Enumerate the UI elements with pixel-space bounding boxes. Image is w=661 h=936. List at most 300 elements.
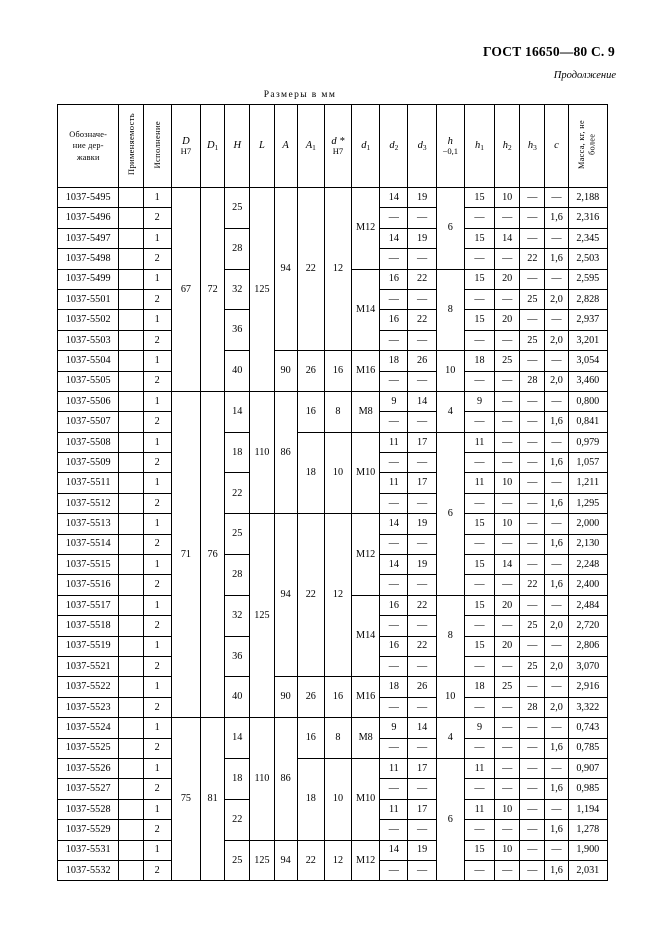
- cell-d3: 26: [408, 351, 436, 371]
- cell-h3: —: [520, 208, 545, 228]
- cell-desig: 1037-5519: [58, 636, 119, 656]
- cell-mass: 2,000: [568, 514, 607, 534]
- table-row: [58, 677, 608, 697]
- cell-h3: 28: [520, 697, 545, 717]
- cell-execution: 1: [143, 677, 171, 697]
- cell-h3: 25: [520, 616, 545, 636]
- cell-d3: 22: [408, 269, 436, 289]
- cell-h: 10: [436, 677, 464, 718]
- cell-h2: —: [495, 718, 520, 738]
- cell-h1: —: [464, 289, 494, 309]
- cell-h2: —: [495, 860, 520, 880]
- cell-h2: —: [495, 330, 520, 350]
- cell-applicability: [119, 779, 143, 799]
- cell-d3: —: [408, 208, 436, 228]
- cell-H: 28: [225, 228, 250, 269]
- cell-c: 2,0: [545, 330, 568, 350]
- cell-applicability: [119, 432, 143, 452]
- cell-h3: —: [520, 188, 545, 208]
- cell-desig: 1037-5528: [58, 799, 119, 819]
- cell-d2: 9: [380, 718, 408, 738]
- cell-mass: 2,248: [568, 555, 607, 575]
- cell-h3: —: [520, 595, 545, 615]
- cell-d2: 14: [380, 555, 408, 575]
- cell-h3: —: [520, 391, 545, 411]
- cell-c: 1,6: [545, 534, 568, 554]
- cell-desig: 1037-5526: [58, 758, 119, 778]
- cell-execution: 1: [143, 718, 171, 738]
- cell-execution: 2: [143, 534, 171, 554]
- cell-A: 94: [274, 514, 297, 677]
- cell-h3: —: [520, 351, 545, 371]
- cell-execution: 1: [143, 758, 171, 778]
- cell-h3: —: [520, 738, 545, 758]
- cell-h3: —: [520, 840, 545, 860]
- cell-applicability: [119, 636, 143, 656]
- cell-execution: 1: [143, 636, 171, 656]
- cell-d3: —: [408, 289, 436, 309]
- cell-execution: 1: [143, 351, 171, 371]
- cell-d3: 19: [408, 840, 436, 860]
- th-L: L: [250, 105, 274, 188]
- cell-h2: —: [495, 249, 520, 269]
- cell-d2: —: [380, 860, 408, 880]
- cell-h1: —: [464, 860, 494, 880]
- cell-d3: —: [408, 534, 436, 554]
- cell-c: —: [545, 595, 568, 615]
- cell-mass: 2,031: [568, 860, 607, 880]
- cell-d_star: 8: [324, 718, 351, 759]
- specification-table: [57, 104, 608, 881]
- cell-c: —: [545, 188, 568, 208]
- cell-d1: M10: [352, 758, 380, 840]
- cell-L: 110: [250, 391, 274, 513]
- cell-c: —: [545, 228, 568, 248]
- cell-L: 125: [250, 840, 274, 881]
- cell-c: —: [545, 269, 568, 289]
- cell-applicability: [119, 575, 143, 595]
- cell-h1: 18: [464, 677, 494, 697]
- cell-h1: —: [464, 453, 494, 473]
- cell-execution: 2: [143, 493, 171, 513]
- cell-execution: 1: [143, 228, 171, 248]
- cell-desig: 1037-5522: [58, 677, 119, 697]
- cell-desig: 1037-5525: [58, 738, 119, 758]
- page-title: ГОСТ 16650—80 С. 9: [482, 44, 615, 59]
- cell-h1: —: [464, 779, 494, 799]
- cell-h1: 11: [464, 799, 494, 819]
- cell-d2: 16: [380, 595, 408, 615]
- cell-c: 1,6: [545, 860, 568, 880]
- cell-d2: —: [380, 575, 408, 595]
- cell-d3: —: [408, 820, 436, 840]
- cell-applicability: [119, 860, 143, 880]
- cell-execution: 1: [143, 840, 171, 860]
- cell-desig: 1037-5517: [58, 595, 119, 615]
- cell-execution: 2: [143, 289, 171, 309]
- cell-applicability: [119, 493, 143, 513]
- cell-H: 25: [225, 514, 250, 555]
- cell-h: 8: [436, 595, 464, 677]
- cell-mass: 2,130: [568, 534, 607, 554]
- table-body: [58, 188, 608, 881]
- cell-H: 32: [225, 269, 250, 310]
- cell-mass: 2,503: [568, 249, 607, 269]
- cell-desig: 1037-5495: [58, 188, 119, 208]
- cell-c: —: [545, 351, 568, 371]
- cell-A: 94: [274, 188, 297, 351]
- cell-L: 110: [250, 718, 274, 840]
- cell-D1: 72: [201, 188, 225, 392]
- cell-h1: —: [464, 493, 494, 513]
- cell-d2: 18: [380, 677, 408, 697]
- cell-desig: 1037-5523: [58, 697, 119, 717]
- cell-A1: 18: [297, 758, 324, 840]
- cell-desig: 1037-5497: [58, 228, 119, 248]
- cell-h3: —: [520, 799, 545, 819]
- cell-mass: 2,316: [568, 208, 607, 228]
- cell-d1: M10: [352, 432, 380, 514]
- cell-D1: 81: [201, 718, 225, 881]
- cell-h1: —: [464, 330, 494, 350]
- cell-mass: 0,985: [568, 779, 607, 799]
- cell-h1: —: [464, 656, 494, 676]
- cell-h: 6: [436, 432, 464, 595]
- cell-c: 1,6: [545, 249, 568, 269]
- cell-c: 1,6: [545, 453, 568, 473]
- cell-H: 40: [225, 677, 250, 718]
- cell-h2: —: [495, 575, 520, 595]
- cell-d3: 22: [408, 636, 436, 656]
- cell-D: 71: [171, 391, 200, 717]
- cell-h: 6: [436, 758, 464, 880]
- cell-A1: 26: [297, 677, 324, 718]
- cell-applicability: [119, 269, 143, 289]
- cell-h: 4: [436, 718, 464, 759]
- cell-c: 1,6: [545, 208, 568, 228]
- cell-execution: 2: [143, 697, 171, 717]
- th-mass: Масса, кг, не более: [568, 105, 607, 188]
- cell-applicability: [119, 555, 143, 575]
- cell-execution: 1: [143, 391, 171, 411]
- cell-h3: 25: [520, 289, 545, 309]
- cell-d2: —: [380, 453, 408, 473]
- cell-execution: 2: [143, 453, 171, 473]
- cell-h1: —: [464, 697, 494, 717]
- cell-d3: —: [408, 493, 436, 513]
- th-applicability: Применяемость: [119, 105, 143, 188]
- cell-mass: 0,800: [568, 391, 607, 411]
- cell-h2: 25: [495, 677, 520, 697]
- cell-h3: —: [520, 228, 545, 248]
- th-D: D H7: [171, 105, 200, 188]
- cell-h1: 9: [464, 391, 494, 411]
- cell-h2: 10: [495, 188, 520, 208]
- cell-h3: —: [520, 860, 545, 880]
- cell-d3: 19: [408, 188, 436, 208]
- cell-h3: —: [520, 779, 545, 799]
- cell-c: —: [545, 636, 568, 656]
- cell-d_star: 12: [324, 514, 351, 677]
- cell-D1: 76: [201, 391, 225, 717]
- cell-desig: 1037-5521: [58, 656, 119, 676]
- th-d3: $d_3$: [408, 105, 436, 188]
- cell-h3: 25: [520, 330, 545, 350]
- cell-h2: 20: [495, 595, 520, 615]
- table-row: [58, 432, 608, 452]
- cell-desig: 1037-5514: [58, 534, 119, 554]
- cell-c: 1,6: [545, 779, 568, 799]
- cell-h3: —: [520, 473, 545, 493]
- th-A1: $A_1$: [297, 105, 324, 188]
- cell-d2: —: [380, 371, 408, 391]
- cell-d1: M16: [352, 351, 380, 392]
- cell-d2: —: [380, 208, 408, 228]
- cell-applicability: [119, 310, 143, 330]
- cell-execution: 2: [143, 860, 171, 880]
- cell-h3: 22: [520, 575, 545, 595]
- cell-h3: —: [520, 534, 545, 554]
- cell-h3: —: [520, 820, 545, 840]
- cell-c: 1,6: [545, 575, 568, 595]
- cell-mass: 2,400: [568, 575, 607, 595]
- cell-d2: 11: [380, 432, 408, 452]
- cell-d_star: 16: [324, 351, 351, 392]
- cell-mass: 2,484: [568, 595, 607, 615]
- cell-c: —: [545, 432, 568, 452]
- cell-desig: 1037-5504: [58, 351, 119, 371]
- cell-desig: 1037-5532: [58, 860, 119, 880]
- cell-H: 36: [225, 310, 250, 351]
- cell-execution: 2: [143, 208, 171, 228]
- cell-h2: —: [495, 493, 520, 513]
- cell-execution: 2: [143, 616, 171, 636]
- cell-mass: 2,345: [568, 228, 607, 248]
- cell-d2: 14: [380, 188, 408, 208]
- cell-A1: 18: [297, 432, 324, 514]
- cell-h2: 14: [495, 555, 520, 575]
- cell-d1: M8: [352, 391, 380, 432]
- cell-c: 2,0: [545, 656, 568, 676]
- cell-d2: —: [380, 493, 408, 513]
- th-D1: $D_1$: [201, 105, 225, 188]
- th-A: A: [274, 105, 297, 188]
- cell-execution: 1: [143, 555, 171, 575]
- cell-d1: M12: [352, 514, 380, 596]
- cell-c: 2,0: [545, 697, 568, 717]
- cell-c: —: [545, 677, 568, 697]
- cell-desig: 1037-5511: [58, 473, 119, 493]
- cell-h2: —: [495, 371, 520, 391]
- cell-desig: 1037-5496: [58, 208, 119, 228]
- cell-mass: 0,907: [568, 758, 607, 778]
- cell-A: 86: [274, 718, 297, 840]
- cell-applicability: [119, 391, 143, 411]
- cell-execution: 1: [143, 595, 171, 615]
- cell-h1: —: [464, 575, 494, 595]
- cell-h1: —: [464, 820, 494, 840]
- cell-d2: 11: [380, 799, 408, 819]
- cell-d1: M12: [352, 840, 380, 881]
- cell-d3: —: [408, 779, 436, 799]
- cell-applicability: [119, 697, 143, 717]
- cell-execution: 2: [143, 820, 171, 840]
- cell-desig: 1037-5529: [58, 820, 119, 840]
- th-h2: $h_2$: [495, 105, 520, 188]
- cell-d3: 19: [408, 228, 436, 248]
- cell-mass: 2,937: [568, 310, 607, 330]
- cell-H: 25: [225, 840, 250, 881]
- cell-mass: 0,785: [568, 738, 607, 758]
- cell-d2: 11: [380, 758, 408, 778]
- cell-c: —: [545, 840, 568, 860]
- cell-applicability: [119, 351, 143, 371]
- cell-A1: 22: [297, 840, 324, 881]
- cell-A: 94: [274, 840, 297, 881]
- cell-applicability: [119, 840, 143, 860]
- cell-mass: 1,211: [568, 473, 607, 493]
- cell-d3: —: [408, 738, 436, 758]
- cell-d2: —: [380, 738, 408, 758]
- cell-H: 14: [225, 718, 250, 759]
- cell-h1: —: [464, 249, 494, 269]
- th-d-star: d * H7: [324, 105, 351, 188]
- cell-L: 125: [250, 188, 274, 392]
- cell-h2: 10: [495, 473, 520, 493]
- cell-execution: 1: [143, 188, 171, 208]
- cell-c: 2,0: [545, 371, 568, 391]
- cell-h2: 10: [495, 840, 520, 860]
- cell-h2: 14: [495, 228, 520, 248]
- cell-mass: 1,295: [568, 493, 607, 513]
- cell-h2: —: [495, 758, 520, 778]
- cell-A1: 22: [297, 188, 324, 351]
- th-execution: Исполнение: [143, 105, 171, 188]
- cell-A1: 16: [297, 718, 324, 759]
- table-row: [58, 718, 608, 738]
- cell-H: 25: [225, 188, 250, 229]
- cell-c: —: [545, 555, 568, 575]
- cell-d2: 14: [380, 840, 408, 860]
- cell-desig: 1037-5509: [58, 453, 119, 473]
- cell-c: 2,0: [545, 616, 568, 636]
- cell-H: 18: [225, 432, 250, 473]
- cell-applicability: [119, 249, 143, 269]
- cell-d1: M8: [352, 718, 380, 759]
- cell-h2: 20: [495, 269, 520, 289]
- th-d1: $d_1$: [352, 105, 380, 188]
- cell-A: 90: [274, 351, 297, 392]
- cell-H: 22: [225, 799, 250, 840]
- cell-d3: —: [408, 453, 436, 473]
- cell-desig: 1037-5506: [58, 391, 119, 411]
- cell-execution: 1: [143, 432, 171, 452]
- table-row: [58, 351, 608, 371]
- cell-h2: 20: [495, 310, 520, 330]
- cell-c: —: [545, 758, 568, 778]
- cell-h1: —: [464, 412, 494, 432]
- cell-h2: —: [495, 391, 520, 411]
- cell-d3: 17: [408, 758, 436, 778]
- cell-h1: 15: [464, 228, 494, 248]
- cell-A: 90: [274, 677, 297, 718]
- cell-mass: 2,806: [568, 636, 607, 656]
- table-header: [58, 105, 608, 188]
- cell-d2: 18: [380, 351, 408, 371]
- cell-applicability: [119, 453, 143, 473]
- cell-c: —: [545, 473, 568, 493]
- cell-h2: 25: [495, 351, 520, 371]
- cell-h2: —: [495, 432, 520, 452]
- cell-execution: 1: [143, 799, 171, 819]
- cell-h2: —: [495, 697, 520, 717]
- cell-mass: 3,460: [568, 371, 607, 391]
- cell-h1: —: [464, 616, 494, 636]
- specification-table-wrapper: [57, 104, 608, 881]
- cell-applicability: [119, 514, 143, 534]
- th-h1: $h_1$: [464, 105, 494, 188]
- cell-d2: 9: [380, 391, 408, 411]
- cell-H: 22: [225, 473, 250, 514]
- cell-mass: 3,322: [568, 697, 607, 717]
- cell-applicability: [119, 330, 143, 350]
- cell-h2: 10: [495, 799, 520, 819]
- th-designation: Обозначе- ние дер- жавки: [58, 105, 119, 188]
- cell-d_star: 8: [324, 391, 351, 432]
- cell-h2: —: [495, 820, 520, 840]
- cell-d2: 11: [380, 473, 408, 493]
- cell-h3: 25: [520, 656, 545, 676]
- cell-mass: 1,194: [568, 799, 607, 819]
- th-h: h −0,1: [436, 105, 464, 188]
- cell-d2: 16: [380, 636, 408, 656]
- cell-execution: 1: [143, 269, 171, 289]
- cell-h1: 11: [464, 473, 494, 493]
- cell-c: 1,6: [545, 820, 568, 840]
- cell-h: 4: [436, 391, 464, 432]
- cell-mass: 0,743: [568, 718, 607, 738]
- cell-h2: 20: [495, 636, 520, 656]
- cell-d3: 22: [408, 310, 436, 330]
- cell-mass: 2,595: [568, 269, 607, 289]
- cell-desig: 1037-5531: [58, 840, 119, 860]
- cell-d1: M14: [352, 269, 380, 351]
- cell-d_star: 12: [324, 188, 351, 351]
- cell-execution: 2: [143, 330, 171, 350]
- cell-H: 28: [225, 555, 250, 596]
- table-row: [58, 758, 608, 778]
- cell-h2: —: [495, 779, 520, 799]
- cell-h2: —: [495, 453, 520, 473]
- cell-applicability: [119, 656, 143, 676]
- cell-d3: —: [408, 330, 436, 350]
- cell-mass: 1,057: [568, 453, 607, 473]
- cell-d2: 16: [380, 310, 408, 330]
- cell-A1: 26: [297, 351, 324, 392]
- cell-execution: 2: [143, 575, 171, 595]
- cell-d2: —: [380, 412, 408, 432]
- cell-desig: 1037-5507: [58, 412, 119, 432]
- cell-d2: —: [380, 779, 408, 799]
- cell-mass: 3,054: [568, 351, 607, 371]
- cell-desig: 1037-5501: [58, 289, 119, 309]
- cell-h: 8: [436, 269, 464, 351]
- cell-d3: —: [408, 249, 436, 269]
- table-row: [58, 514, 608, 534]
- cell-d2: —: [380, 289, 408, 309]
- cell-d3: 17: [408, 432, 436, 452]
- cell-d2: —: [380, 820, 408, 840]
